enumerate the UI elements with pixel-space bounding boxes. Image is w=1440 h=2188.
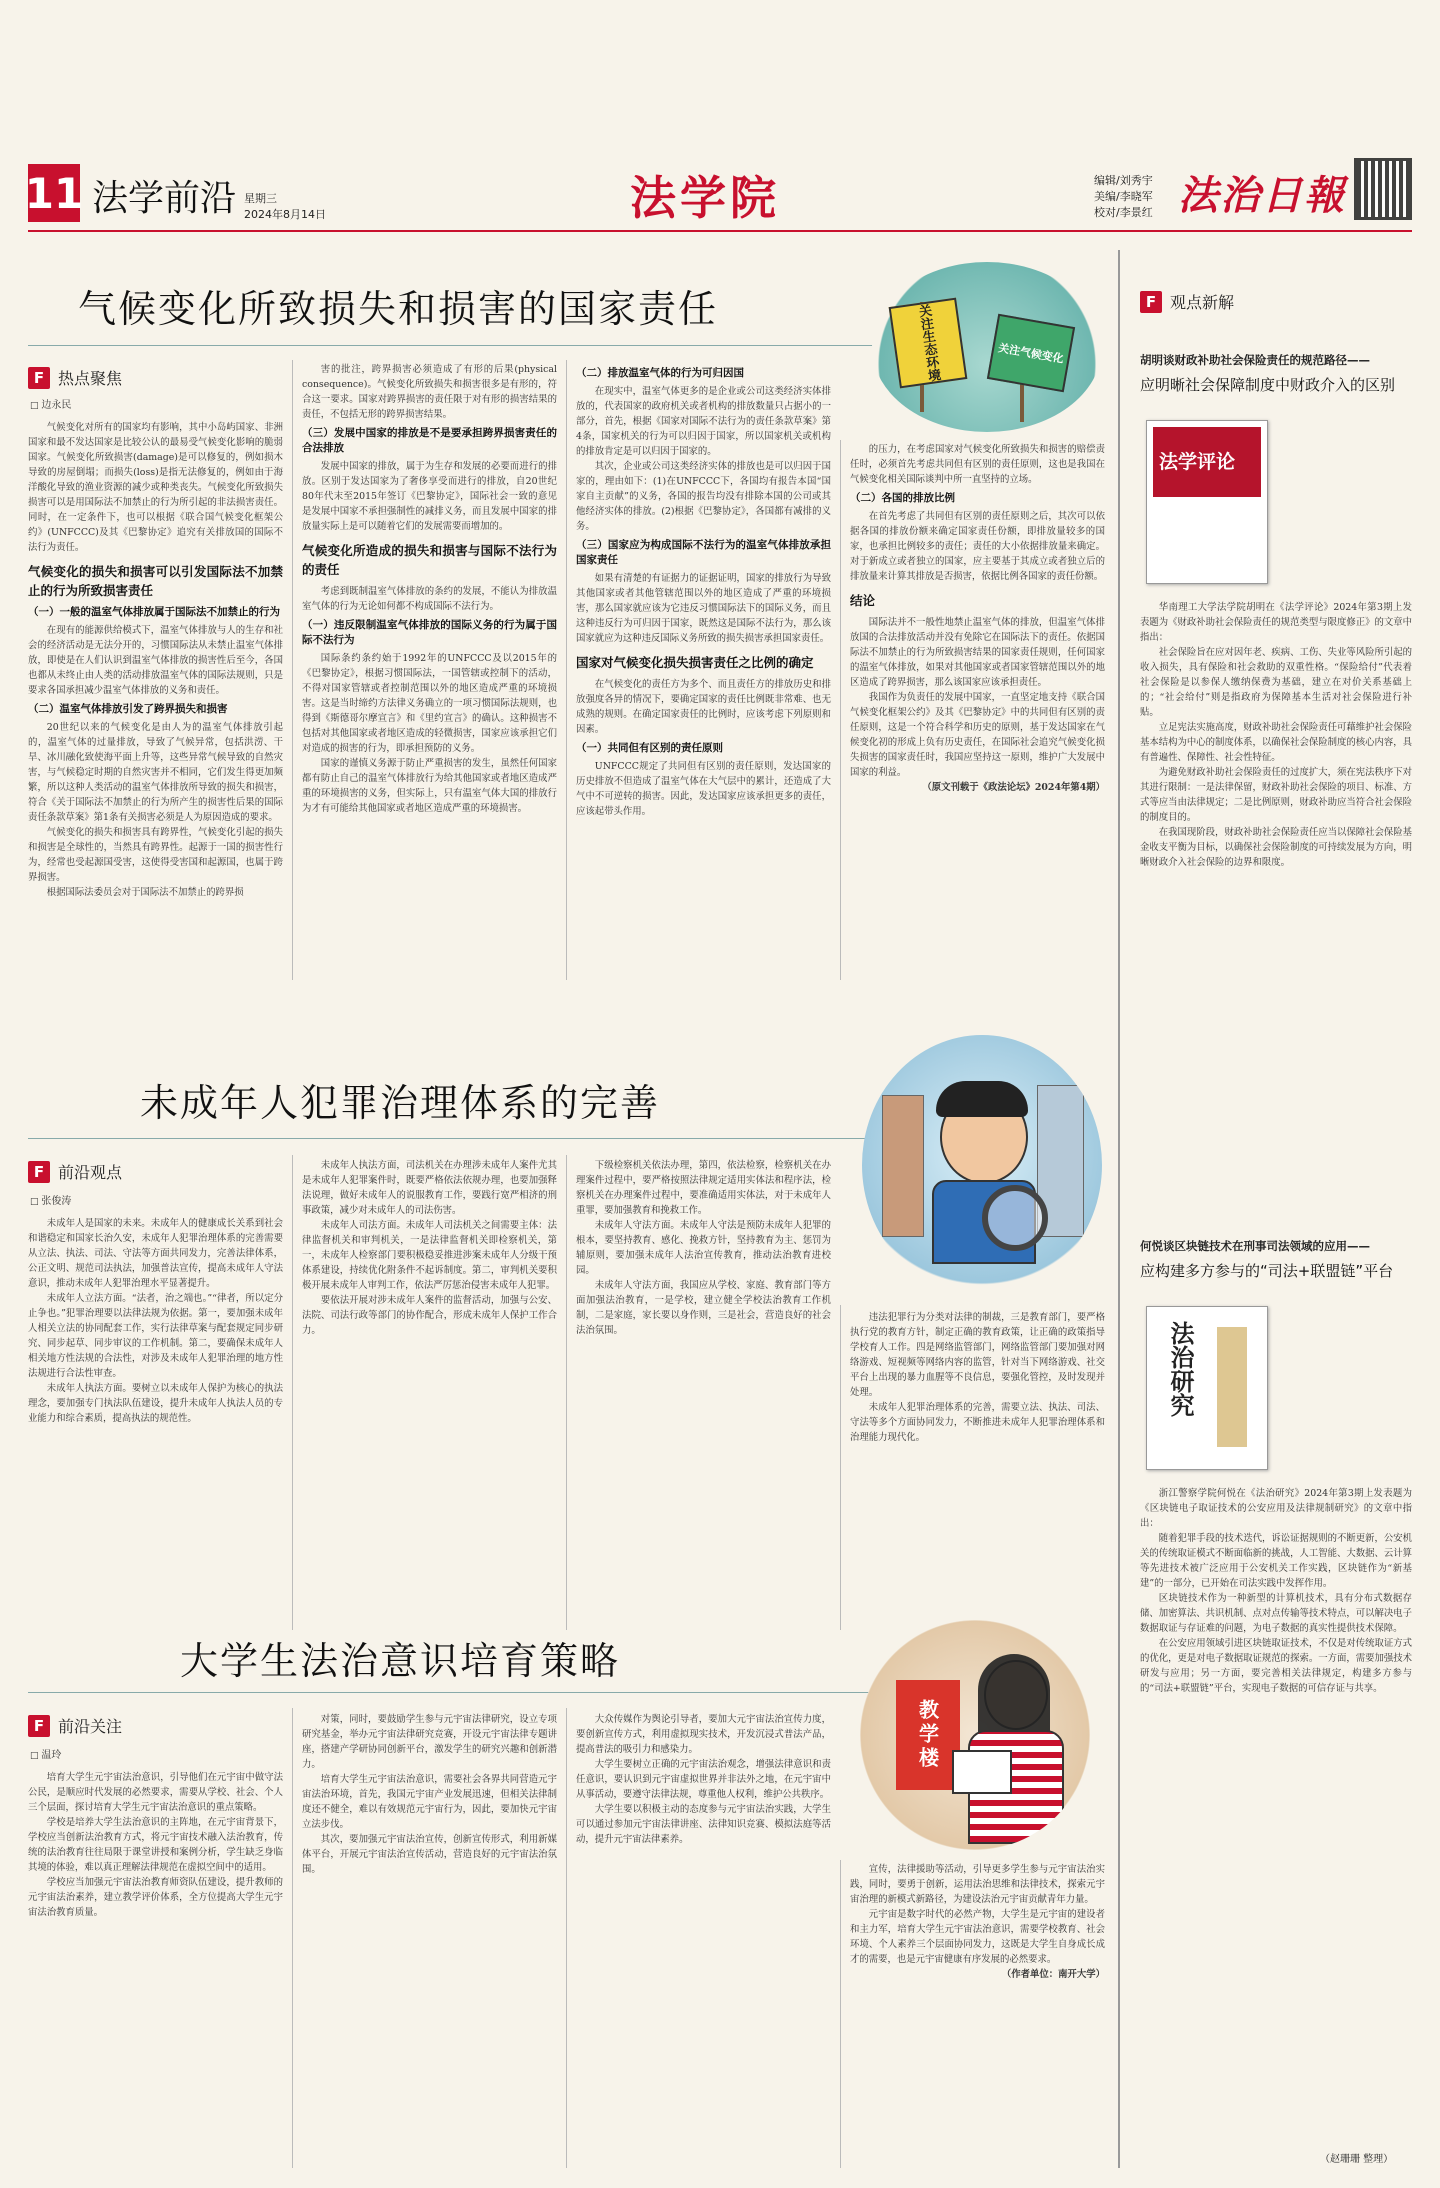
section-heading: 结论: [850, 593, 876, 608]
article2-badge: [28, 1160, 122, 1183]
section-heading: 国家对气候变化损失损害责任之比例的确定: [576, 655, 814, 670]
section-heading: 气候变化的损失和损害可以引发国际法不加禁止的行为所致损害责任: [28, 564, 283, 598]
journal-cover-1: [1146, 420, 1268, 584]
paragraph: 国际法并不一般性地禁止温室气体的排放，但温室气体排放国的合法排放活动并没有免除它在国际法下的责任。依据国际法不加禁止的行为所致损害结果的国家责任规则，任何国家的温室气体排放，如果对其他国家或者国家管辖范围以外的地区造成了跨界损害，那么该国家应该承担责任。: [850, 617, 1105, 688]
proof-credit: 校对/李景红: [1094, 206, 1153, 219]
paragraph: 社会保险旨在应对因年老、疾病、工伤、失业等风险所引起的收入损失，具有保险和社会救助的双重性格。“保险给付”代表着社会保险是以参保人缴纳保费为基础，建立在对价关系基础上的；“社会给付”则是指政府为保障基本生活对社会保险进行补贴。: [1140, 647, 1412, 718]
column-divider: [566, 1155, 567, 1630]
badge-f-icon: F: [28, 367, 50, 389]
section-heading: 气候变化所造成的损失和损害与国际不法行为的责任: [302, 543, 557, 577]
paragraph: 在公安应用领域引进区块链取证技术，不仅是对传统取证方式的优化，更是对电子数据取证规范的探索。一方面，需要加强技术研发与应用；另一方面，要完善相关法律规定，构建多方参与的“司法+联盟链”平台，实现电子数据的可信存证与共享。: [1140, 1638, 1412, 1694]
paragraph: 未成年人犯罪治理体系的完善，需要立法、执法、司法、守法等多个方面协同发力，不断推进未成年人犯罪治理体系和治理能力现代化。: [850, 1402, 1105, 1443]
subsection-heading: （二）排放温室气体的行为可归因国: [576, 367, 744, 379]
book-icon: [952, 1750, 1012, 1794]
article2-image: [862, 1035, 1102, 1295]
sidebar-item2-body: [1140, 1486, 1412, 2146]
badge-label: 前沿观点: [58, 1163, 123, 1182]
column-divider: [840, 1860, 841, 2168]
column-divider: [566, 1708, 567, 2168]
subsection-heading: （三）发展中国家的排放是不是要承担跨界损害责任的合法排放: [302, 427, 557, 454]
subsection-heading: （二）各国的排放比例: [850, 492, 955, 504]
article1-title-rule: [28, 345, 888, 346]
paragraph: 未成年人立法方面。“法者，治之端也。”“律者，所以定分止争也。”犯罪治理要以法律法规为依据。第一，要加强未成年人相关立法的协同配套工作，实行法律草案与配套规定同步研究、同步起草、同步审议的工作机制。第二，要确保未成年人相关地方性法规的合法性，对涉及未成年人犯罪治理的地方性法规进行合法性审查。: [28, 1293, 283, 1379]
journal-cover-title-vertical: 法治研究: [1166, 1321, 1195, 1417]
article3-col1: [28, 1770, 283, 2165]
date: 2024年8月14日: [244, 208, 326, 221]
paragraph: 在首先考虑了共同但有区别的责任原则之后，其次可以依据各国的排放份额来确定国家责任份额，即排放量较多的国家，也承担比例较多的责任；责任的大小依据排放量来确定。对于新成立或者独立的国家，应主要基于其成立或者独立后的排放量来计算其排放是否损害，依据比例各国家的责任份额。: [850, 511, 1105, 582]
badge-f-icon: F: [28, 1715, 50, 1737]
teaching-building-sign: [896, 1680, 960, 1790]
paragraph: 浙江警察学院何悦在《法治研究》2024年第3期上发表题为《区块链电子取证技术的公安应用及法律规制研究》的文章中指出：: [1140, 1488, 1412, 1529]
sidebar-item2-source: （赵珊珊 整理）: [1320, 2154, 1394, 2165]
paragraph: 发展中国家的排放，属于为生存和发展的必要而进行的排放。区别于发达国家为了奢侈享受而进行的排放，自20世纪80年代末至2015年签订《巴黎协定》，国际社会一致的意见是发展中国家不承担强制性的减排义务，而且发展中国家的排放量实际上是可以随着它们的发展需要而增加的。: [302, 461, 557, 532]
column-divider: [292, 1155, 293, 1630]
paragraph: 国家的谨慎义务源于防止严重损害的发生，虽然任何国家都有防止自己的温室气体排放行为给其他国家或者地区造成严重的环境损害的义务，但实际上，只有温室气体大国的排放行为才有可能给其他国家或者地区造成严重的环境损害。: [302, 758, 557, 814]
subsection-heading: （三）国家应为构成国际不法行为的温室气体排放承担国家责任: [576, 539, 831, 566]
column-divider: [566, 360, 567, 980]
sidebar-item1-body: [1140, 600, 1412, 1200]
paragraph: 气候变化的损失和损害具有跨界性，气候变化引起的损失和损害是全球性的，当然具有跨界性。起源于一国的损害性行为，经常也受起源国受害，这使得受害国和起源国，也属于跨界损害。: [28, 827, 283, 883]
article2-col3: [576, 1158, 831, 1628]
subsection-heading: （一）违反限制温室气体排放的国际义务的行为属于国际不法行为: [302, 619, 557, 646]
paragraph: 未成年人守法方面，我国应从学校、家庭、教育部门等方面加强法治教育，一是学校，建立健全学校法治教育工作机制，二是家庭，家长要以身作则，三是社会，营造良好的社会法治氛围。: [576, 1280, 831, 1336]
paper-logo: 法治日報: [1178, 172, 1346, 219]
paragraph: 立足宪法实施高度，财政补助社会保险责任可藉维护社会保险基本结构为中心的制度体系，以确保社会保险制度的核心内容，具有普遍性、保障性、社会性特征。: [1140, 722, 1412, 763]
article1-author: □ 边永民: [30, 396, 71, 411]
article3-col2: [302, 1712, 557, 2165]
source-note: （作者单位：南开大学）: [1001, 1969, 1105, 1980]
article1-image: [872, 262, 1102, 432]
paragraph: 根据国际法委员会对于国际法不加禁止的跨界损: [46, 887, 244, 898]
center-title: 法学院: [630, 171, 780, 225]
badge-label: 前沿关注: [58, 1717, 123, 1736]
paragraph: 大学生要树立正确的元宇宙法治观念，增强法律意识和责任意识，要认识到元宇宙虚拟世界并非法外之地，在元宇宙中从事活动，要遵守法律法规，尊重他人权利，维护公共秩序。: [576, 1759, 831, 1800]
paragraph: 区块链技术作为一种新型的计算机技术，具有分布式数据存储、加密算法、共识机制、点对点传输等技术特点，可以解决电子数据取证与存证难的问题，为电子数据的真实性提供技术保障。: [1140, 1593, 1412, 1634]
person-hair: [936, 1081, 1028, 1117]
journal-cover-2: [1146, 1306, 1268, 1470]
sidebar-item2-head: 何悦谈区块链技术在刑事司法领域的应用——: [1140, 1239, 1370, 1253]
paragraph: 国际条约条约始于1992年的UNFCCC及以2015年的《巴黎协定》，根据习惯国际法，一国管辖或控制下的活动，不得对国家管辖或者控制范围以外的地区造成严重的环境损害。这是当时缔约方法律义务确立的一项习惯国际法规则，也得到《斯德哥尔摩宣言》和《里约宣言》的确认。这种损害不包括对其他国家或者地区造成的轻微损害，国家应该承担它们对造成的损害的行为，即承担预防的义务。: [302, 653, 557, 754]
page-number: 11: [28, 164, 80, 222]
article3-col4: [850, 1862, 1105, 2165]
magnifier-icon: [982, 1185, 1048, 1251]
paragraph: 下级检察机关依法办理，第四，依法检察，检察机关在办理案件过程中，要严格按照法律规定适用实体法和程序法，检察机关在办理案件过程中，要准确适用实体法，对于未成年人重罪，要加强教育和挽救工作。: [576, 1160, 831, 1216]
sign-climate-text: 关注气候变化: [997, 341, 1065, 366]
paragraph: 未成年人司法方面。未成年人司法机关之间需要主体：法律监督机关和审判机关，一是法律监督机关即检察机关，第一，未成年人检察部门要积极稳妥推进涉案未成年人分级干预体系建设，持续优化附条件不起诉制度。第二，审判机关要积极开展未成年人审判工作，依法严厉惩治侵害未成年人犯罪。: [302, 1220, 557, 1291]
paragraph: 未成年人是国家的未来。未成年人的健康成长关系到社会和谐稳定和国家长治久安，未成年人犯罪治理体系的完善需要从立法、执法、司法、守法等方面共同发力，完善法律体系，公正文明、规范司法执法，加强普法宣传，提高未成年人守法意识，推动未成年人犯罪治理水平显著提升。: [28, 1218, 283, 1289]
paragraph: 在现有的能源供给模式下，温室气体排放与人的生存和社会的经济活动是无法分开的，习惯国际法从未禁止温室气体排放，即使是在人们认识到温室气体排放的损害性后至今，各国也都从未终止由人类的活动排放温室气体的国际法规则，只是要求各国承担减少温室气体排放的义务和责任。: [28, 625, 283, 696]
article2-col1: [28, 1216, 283, 1628]
masthead-rule: [28, 230, 1412, 232]
paragraph: 其次，要加强元宇宙法治宣传，创新宣传形式，利用新媒体平台，开展元宇宙法治宣传活动，营造良好的元宇宙法治氛围。: [302, 1834, 557, 1875]
qr-code: [1354, 158, 1412, 220]
paragraph: 在现实中，温室气体更多的是企业或公司这类经济实体排放的，代表国家的政府机关或者机构的排放数量只占据小的一部分，首先，根据《国家对国际不法行为的责任条款草案》第4条，国家机关的行为可以归因于国家，所以国家机关或机构的排放肯定是可以归因于国家的。: [576, 386, 831, 457]
paragraph: 学校应当加强元宇宙法治教育师资队伍建设，提升教师的元宇宙法治素养，建立教学评价体系，全方位提高大学生元宇宙法治教育质量。: [28, 1877, 283, 1918]
article2-title: 未成年人犯罪治理体系的完善: [140, 1081, 661, 1125]
paragraph: 在气候变化的责任方为多个、而且责任方的排放历史和排放强度各异的情况下，要确定国家的责任比例既非常难、也无成熟的规则。在确定国家责任的比例时，应该考虑下列原则和因素。: [576, 679, 831, 735]
paragraph: 宣传，法律援助等活动，引导更多学生参与元宇宙法治实践，同时，要勇于创新，运用法治思维和法律技术，探索元宇宙治理的新模式新路径，为建设法治元宇宙贡献青年力量。: [850, 1864, 1105, 1905]
paragraph: 为避免财政补助社会保险责任的过度扩大，须在宪法秩序下对其进行限制：一是法律保留，财政补助社会保险的项目、标准、方式等应当由法律规定；二是比例原则，财政补助应当符合社会保险的制度目的。: [1140, 767, 1412, 823]
sign-climate: [987, 314, 1075, 393]
paragraph: 大学生要以积极主动的态度参与元宇宙法治实践，大学生可以通过参加元宇宙法律讲座、法律知识竞赛、模拟法庭等活动，提升元宇宙法律素养。: [576, 1804, 831, 1845]
paragraph: 我国作为负责任的发展中国家，一直坚定地支持《联合国气候变化框架公约》及其《巴黎协定》中的共同但有区别的责任原则，这是一个符合科学和历史的原则，基于发达国家在气候变化初的形成上负有历史责任，在国际社会追究气候变化损失损害的国家责任时，我国应坚持这一原则，维护广大发展中国家的利益。: [850, 692, 1105, 778]
article3-image: [860, 1620, 1090, 1850]
article3-title-rule: [28, 1692, 898, 1693]
subsection-heading: （一）一般的温室气体排放属于国际法不加禁止的行为: [28, 606, 280, 618]
article2-col4: [850, 1310, 1105, 1628]
weekday: 星期三: [244, 192, 277, 205]
subsection-heading: （一）共同但有区别的责任原则: [576, 742, 723, 754]
paragraph: 如果有清楚的有证据力的证据证明，国家的排放行为导致其他国家或者其他管辖范围以外的地区造成了严重的环境损害，那么国家就应该为它违反习惯国际法下的国际义务，而且这种违反行为可归因于国家，既然这是国际不法行为，那么该国家就应为这种违反国际义务所致的损失损害承担国家责任。: [576, 573, 831, 644]
article1-title: 气候变化所致损失和损害的国家责任: [78, 287, 719, 331]
badge-label: 热点聚焦: [58, 369, 123, 388]
paragraph: 考虑到既制温室气体排放的条约的发展，不能认为排放温室气体的行为无论如何都不构成国际不法行为。: [302, 586, 557, 612]
article2-col2: [302, 1158, 557, 1628]
article1-col1: [28, 420, 283, 980]
article1-col2: [302, 362, 557, 980]
source-note: （原文刊载于《政法论坛》2024年第4期）: [922, 782, 1105, 793]
badge-label: 观点新解: [1170, 293, 1235, 312]
paragraph: 大众传媒作为舆论引导者，要加大元宇宙法治宣传力度，要创新宣传方式，利用虚拟现实技术，开发沉浸式普法产品，提高普法的吸引力和感染力。: [576, 1714, 831, 1755]
article3-author: □ 温玲: [30, 1746, 61, 1761]
masthead: [0, 150, 1440, 240]
sign-environment-text: 关注生态环境: [915, 303, 941, 383]
building-left: [882, 1095, 924, 1237]
article1-col3: [576, 362, 831, 980]
paragraph: 未成年人执法方面。要树立以未成年人保护为核心的执法理念，要加强专门执法队伍建设，提升未成年人执法人员的专业能力和综合素质，提高执法的规范性。: [28, 1383, 283, 1424]
paragraph: 未成年人守法方面。未成年人守法是预防未成年人犯罪的根本，要坚持教育、感化、挽救方针，坚持教育为主、惩罚为辅原则，要加强未成年人法治宣传教育，推动法治教育进校园。: [576, 1220, 831, 1276]
section-name: 法学前沿: [92, 178, 237, 219]
journal-cover-band: [1217, 1327, 1247, 1447]
paragraph: 气候变化对所有的国家均有影响，其中小岛屿国家、非洲国家和最不发达国家是比较公认的最易受气候变化影响的脆弱国家。气候变化所致损害(damage)是可以修复的，例如损木导致的房屋倒塌；而损失(loss)是指无法修复的，例如由于海洋酸化导致的渔业资源的减少或种类丧失。气候变化所致损失损害可以是用国际法不加禁止的行为所引起的非法损害责任。同时，在一定条件下，也可以根据《联合国气候变化框架公约》(UNFCCC)及其《巴黎协定》追究有关排放国的国际不法行为责任。: [28, 422, 283, 553]
paragraph: 学校是培养大学生法治意识的主阵地，在元宇宙背景下，学校应当创新法治教育方式，将元宇宙技术融入法治教育，传统的法治教育往往局限于课堂讲授和案例分析，学生缺乏身临其境的体验，难以真正理解法律规范在虚拟空间中的适用。: [28, 1817, 283, 1873]
paragraph: 要依法开展对涉未成年人案件的监督活动，加强与公安、法院、司法行政等部门的协作配合，形成未成年人保护工作合力。: [302, 1295, 557, 1336]
sign-environment: [889, 298, 968, 389]
sidebar-item1-title: 应明晰社会保障制度中财政介入的区别: [1140, 376, 1396, 394]
article2-author: □ 张俊涛: [30, 1192, 71, 1207]
paragraph: 违法犯罪行为分类对法律的制裁，三是教育部门，要严格执行党的教育方针，制定正确的教育政策，让正确的政策指导学校育人工作。四是网络监管部门，网络监管部门要加强对网络游戏、短视频等网络内容的监管，针对当下网络游戏、社交平台上出现的暴力血腥等不良信息，要强化管控，及时发现并处理。: [850, 1312, 1105, 1398]
article3-col3: [576, 1712, 831, 2165]
paragraph: 元宇宙是数字时代的必然产物，大学生是元宇宙的建设者和主力军，培育大学生元宇宙法治意识，需要学校教育、社会环境、个人素养三个层面协同发力，这既是大学生自身成长成才的需要，也是元宇宙健康有序发展的必然要求。: [850, 1909, 1105, 1965]
article3-badge: [28, 1714, 122, 1737]
teaching-building-text: 教学楼: [915, 1699, 940, 1771]
badge-f-icon: F: [1140, 291, 1162, 313]
paragraph: 害的批注，跨界损害必须造成了有形的后果(physical consequence)。气候变化所致损失和损害很多是有形的，符合这一要求。国家对跨界损害的责任限于对有形的损害结果的责任，不包括无形的跨界损害结果。: [302, 364, 557, 420]
sidebar-badge: [1140, 290, 1234, 313]
paragraph: 未成年人执法方面，司法机关在办理涉未成年人案件尤其是未成年人犯罪案件时，既要严格依法依规办理，也要加强释法说理，做好未成年人的说服教育工作，要践行宽严相济的刑事政策，减少对未成年人的司法伤害。: [302, 1160, 557, 1216]
article2-title-rule: [28, 1138, 878, 1139]
article1-col4: [850, 442, 1105, 980]
paragraph: 在我国现阶段，财政补助社会保险责任应当以保障社会保险基金收支平衡为目标，以确保社会保险制度的可持续发展为方向，明晰财政介入社会保险的边界和限度。: [1140, 827, 1412, 868]
editor-credit: 编辑/刘秀宇: [1094, 174, 1153, 187]
column-divider: [292, 360, 293, 980]
paragraph: 20世纪以来的气候变化是由人为的温室气体排放引起的，温室气体的过量排放，导致了气候异常，包括洪涝、干旱、冰川融化致使海平面上升等，这些异常气候导致的自然灾害，与气候稳定时期的自然灾害并不相同，它们发生得更加频繁，所以这种人类活动的温室气体排放所导致的损失和损害，符合《关于国际法不加禁止的行为所产生的损害性后果的国际责任条款草案》第1条有关损害必须是人为原因造成的要求。: [28, 722, 283, 823]
designer-credit: 美编/李晓军: [1094, 190, 1153, 203]
paragraph: 的压力，在考虑国家对气候变化所致损失和损害的赔偿责任时，必须首先考虑共同但有区别的责任原则，这也是我国在气候变化相关国际谈判中所一直坚持的立场。: [850, 444, 1105, 485]
journal-cover-title: 法学评论: [1159, 451, 1236, 473]
paragraph: UNFCCC规定了共同但有区别的责任原则，发达国家的历史排放不但造成了温室气体在大气层中的累计，还造成了大气中不可逆转的损害。因此，发达国家应该承担更多的责任，应该起带头作用。: [576, 761, 831, 817]
paragraph: 培育大学生元宇宙法治意识，引导他们在元宇宙中做守法公民，是顺应时代发展的必然要求，需要从学校、社会、个人三个层面，探讨培育大学生元宇宙法治意识的重点策略。: [28, 1772, 283, 1813]
paragraph: 其次，企业或公司这类经济实体的排放也是可以归因于国家的，理由如下：(1)在UNFCCC下，各国均有报告本国“国家自主贡献”的义务，各国的报告均没有排除本国的公司或其他经济实体的排放。(2)根据《巴黎协定》，各国都有减排的义务。: [576, 461, 831, 532]
article3-title: 大学生法治意识培育策略: [180, 1639, 621, 1683]
subsection-heading: （二）温室气体排放引发了跨界损失和损害: [28, 703, 228, 715]
column-divider: [840, 440, 841, 980]
sidebar-divider: [1118, 250, 1120, 2168]
sidebar-item1-head: 胡明谈财政补助社会保险责任的规范路径——: [1140, 353, 1370, 367]
paragraph: 随着犯罪手段的技术迭代，诉讼证据规则的不断更新，公安机关的传统取证模式不断面临新的挑战，人工智能、大数据、云计算等先进技术被广泛应用于公安机关工作实践，区块链作为“新基建”的一部分，已开始在司法实践中发挥作用。: [1140, 1533, 1412, 1589]
article1-badge: [28, 366, 122, 389]
column-divider: [292, 1708, 293, 2168]
paragraph: 培育大学生元宇宙法治意识，需要社会各界共同营造元宇宙法治环境，首先，我国元宇宙产业发展迅速，但相关法律制度还不健全，难以有效规范元宇宙行为，因此，要加快元宇宙立法步伐。: [302, 1774, 557, 1830]
badge-f-icon: F: [28, 1161, 50, 1183]
paragraph: 对策，同时，要鼓励学生参与元宇宙法律研究，设立专项研究基金，举办元宇宙法律研究竞赛，开设元宇宙法律专题讲座，搭建产学研协同创新平台，激发学生的研究兴趣和创新潜力。: [302, 1714, 557, 1770]
column-divider: [840, 1305, 841, 1630]
paragraph: 华南理工大学法学院胡明在《法学评论》2024年第3期上发表题为《财政补助社会保险责任的规范类型与限度修正》的文章中指出：: [1140, 602, 1412, 643]
sidebar-item2-title: 应构建多方参与的“司法+联盟链”平台: [1140, 1262, 1394, 1280]
